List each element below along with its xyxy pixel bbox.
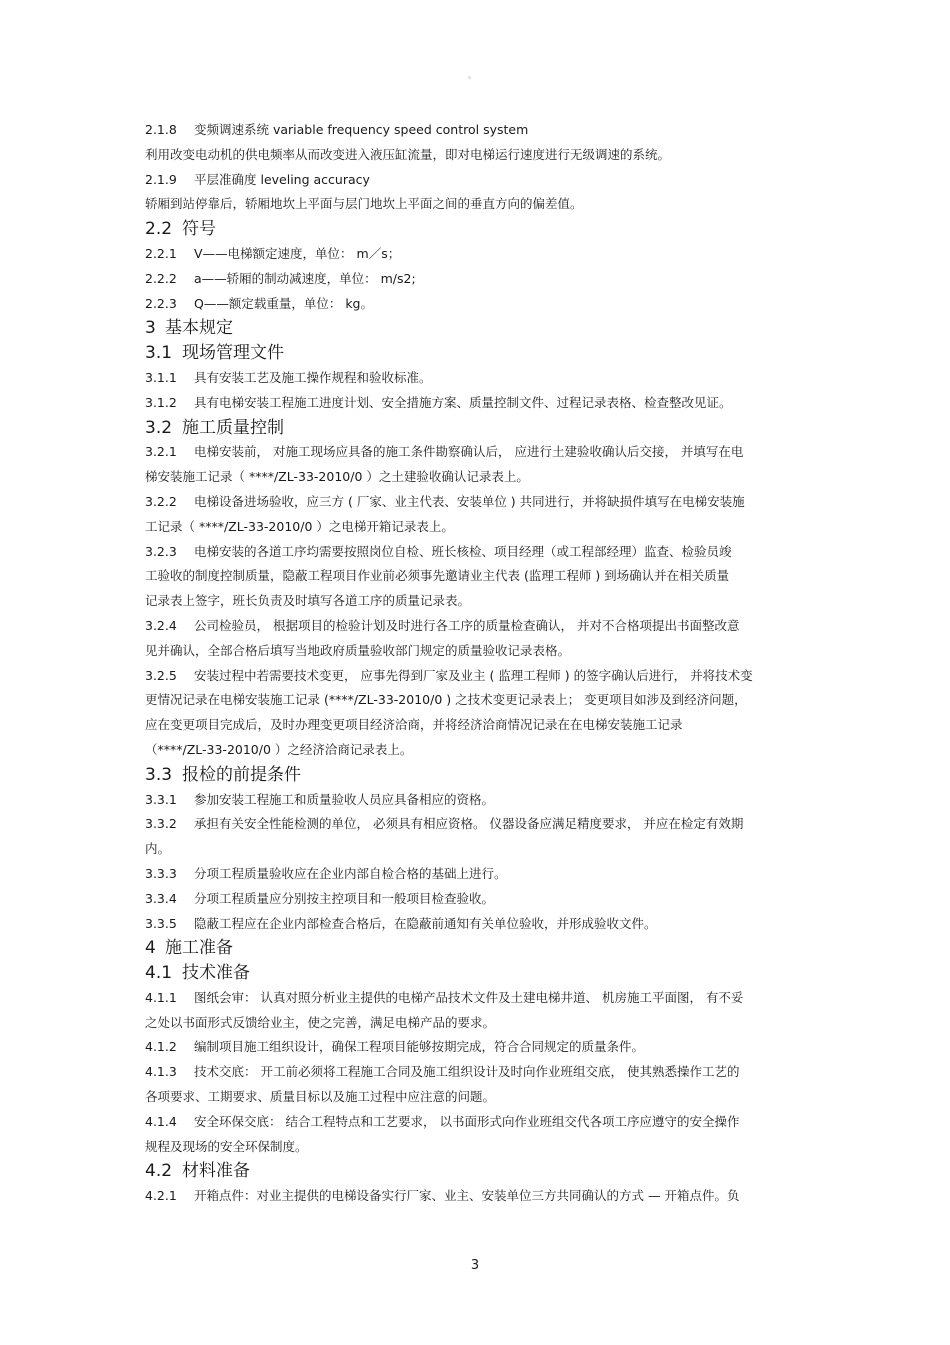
clause-text: 技术准备: [182, 963, 250, 984]
clause-number: 2.2.2: [145, 270, 177, 286]
clause-number: 3.3.4: [145, 890, 177, 906]
clause-item: [145, 267, 810, 292]
clause-number: 4.1.3: [145, 1064, 177, 1080]
clause-number: 2.1.8: [145, 122, 177, 137]
clause-number: 3.1.1: [145, 369, 177, 385]
clause-text: 图纸会审： 认真对照分析业主提供的电梯产品技术文件及土建电梯井道、 机房施工平面图， 有不妥: [194, 989, 744, 1005]
clause-item: [145, 862, 810, 887]
section-heading: [145, 316, 810, 341]
clause-number: 4.2: [145, 1161, 173, 1182]
clause-text: 现场管理文件: [182, 343, 284, 364]
body-text-line: （****/ZL-33-2010/0 ）之经济洽商记录表上。: [145, 741, 413, 757]
clause-item: [145, 1035, 810, 1060]
body-text-line: 规程及现场的安全环保制度。: [145, 1138, 308, 1154]
clause-number: 3.1: [145, 343, 173, 364]
clause-text: 具有安装工艺及施工操作规程和验收标准。: [194, 369, 432, 385]
clause-text: 报检的前提条件: [182, 764, 301, 785]
clause-number: 3.2.3: [145, 543, 177, 559]
clause-text: 开箱点件：对业主提供的电梯设备实行厂家、业主、安装单位三方共同确认的方式 — 开箱点件。负: [194, 1188, 740, 1204]
clause-text: 材料准备: [182, 1161, 250, 1182]
body-text-line: 更情况记录在电梯安装施工记录 (****/ZL-33-2010/0 ) 之技术变更记录表上； 变更项目如涉及到经济问题，: [145, 692, 747, 708]
clause-number: 2.2: [145, 219, 173, 240]
body-text-line: 见并确认，全部合格后填写当地政府质量验收部门规定的质量验收记录表格。: [145, 642, 571, 658]
clause-text: 电梯安装的各道工序均需要按照岗位自检、班长核检、项目经理（或工程部经理）监查、检验员竣: [194, 543, 732, 559]
clause-text: 分项工程质量应分别按主控项目和一般项目检查验收。: [194, 890, 495, 906]
clause-item: [145, 664, 810, 689]
subsection-heading: [145, 961, 810, 986]
subsection-heading: [145, 341, 810, 366]
clause-item: [145, 887, 810, 912]
top-mark: 。: [468, 71, 478, 81]
clause-item: [145, 391, 810, 416]
clause-text: V——电梯额定速度，单位： m／s；: [194, 245, 401, 261]
body-text-line: 应在变更项目完成后，及时办理变更项目经济洽商，并将经济洽商情况记录在在电梯安装施工记录: [145, 717, 683, 733]
clause-number: 3.2: [145, 417, 173, 438]
clause-text: a——轿厢的制动减速度，单位： m/s2;: [194, 270, 416, 286]
clause-text: 分项工程质量验收应在企业内部自检合格的基础上进行。: [194, 865, 507, 881]
page-content: [145, 118, 810, 1209]
clause-number: 4.1: [145, 963, 173, 984]
clause-text: 平层准确度 leveling accuracy: [194, 171, 370, 187]
subsection-heading: [145, 763, 810, 788]
clause-item: [145, 540, 810, 565]
clause-number: 4.2.1: [145, 1188, 177, 1204]
clause-item: [145, 490, 810, 515]
body-text-line: 内。: [145, 841, 171, 857]
clause-text: 施工质量控制: [182, 417, 284, 438]
clause-item: [145, 242, 810, 267]
clause-item: [145, 1060, 810, 1085]
clause-number: 3: [145, 318, 156, 339]
clause-item: [145, 366, 810, 391]
clause-text: 承担有关安全性能检测的单位， 必须具有相应资格。 仪器设备应满足精度要求， 并应在检定有效期: [194, 816, 744, 832]
body-text-line: 各项要求、工期要求、质量目标以及施工过程中应注意的问题。: [145, 1089, 496, 1105]
page-number: 3: [470, 1258, 480, 1273]
clause-number: 3.3.1: [145, 791, 177, 807]
clause-number: 3.3.2: [145, 816, 177, 832]
clause-text: 基本规定: [165, 318, 233, 339]
clause-text: 参加安装工程施工和质量验收人员应具备相应的资格。: [194, 791, 495, 807]
clause-item: [145, 986, 810, 1011]
clause-item: [145, 788, 810, 813]
clause-number: 2.1.9: [145, 171, 177, 187]
clause-number: 4.1.4: [145, 1113, 177, 1129]
clause-number: 3.1.2: [145, 394, 177, 410]
clause-item: [145, 1110, 810, 1135]
body-text-line: 工记录（ ****/ZL-33-2010/0 ）之电梯开箱记录表上。: [145, 518, 454, 534]
body-text-line: 之处以书面形式反馈给业主，使之完善，满足电梯产品的要求。: [145, 1014, 496, 1030]
clause-text: 技术交底： 开工前必须将工程施工合同及施工组织设计及时向作业班组交底， 使其熟悉操作工艺的: [194, 1064, 740, 1080]
clause-number: 2.2.1: [145, 245, 177, 261]
subsection-heading: [145, 217, 810, 242]
clause-item: [145, 1184, 810, 1209]
subsection-heading: [145, 1159, 810, 1184]
clause-text: 施工准备: [165, 938, 233, 959]
clause-text: 变频调速系统 variable frequency speed control system: [194, 122, 529, 137]
clause-text: 符号: [182, 219, 216, 240]
clause-number: 3.2.4: [145, 617, 177, 633]
clause-item: [145, 118, 810, 143]
body-text-line: 轿厢到站停靠后，轿厢地坎上平面与层门地坎上平面之间的垂直方向的偏差值。: [145, 196, 583, 212]
clause-text: 安装过程中若需要技术变更， 应事先得到厂家及业主 ( 监理工程师 ) 的签字确认后进行， 并将技术变: [194, 667, 753, 683]
clause-number: 2.2.3: [145, 295, 177, 311]
clause-number: 3.3: [145, 764, 173, 785]
clause-number: 3.2.2: [145, 493, 177, 509]
clause-text: 电梯安装前， 对施工现场应具备的施工条件勘察确认后， 应进行土建验收确认后交接， 并填写在电: [194, 444, 744, 460]
clause-number: 3.2.5: [145, 667, 177, 683]
clause-item: [145, 292, 810, 317]
clause-item: [145, 440, 810, 465]
clause-text: 具有电梯安装工程施工进度计划、安全措施方案、质量控制文件、过程记录表格、检查整改见证。: [194, 394, 732, 410]
body-text-line: 梯安装施工记录（ ****/ZL-33-2010/0 ）之土建验收确认记录表上。: [145, 469, 529, 485]
clause-item: [145, 912, 810, 937]
body-text-line: 记录表上签字，班长负责及时填写各道工序的质量记录表。: [145, 593, 471, 609]
clause-number: 4.1.2: [145, 1039, 177, 1055]
clause-text: 安全环保交底： 结合工程特点和工艺要求， 以书面形式向作业班组交代各项工序应遵守的安全操作: [194, 1113, 740, 1129]
clause-number: 3.3.3: [145, 865, 177, 881]
clause-text: 编制项目施工组织设计，确保工程项目能够按期完成，符合合同规定的质量条件。: [194, 1039, 645, 1055]
clause-item: [145, 614, 810, 639]
clause-number: 3.3.5: [145, 915, 177, 931]
subsection-heading: [145, 416, 810, 441]
clause-number: 3.2.1: [145, 444, 177, 460]
clause-text: Q——额定载重量，单位： kg。: [194, 295, 373, 311]
clause-text: 公司检验员， 根据项目的检验计划及时进行各工序的质量检查确认， 并对不合格项提出书面整改意: [194, 617, 740, 633]
clause-text: 隐蔽工程应在企业内部检查合格后，在隐蔽前通知有关单位验收，并形成验收文件。: [194, 915, 657, 931]
clause-item: [145, 812, 810, 837]
section-heading: [145, 936, 810, 961]
clause-text: 电梯设备进场验收，应三方 ( 厂家、业主代表、安装单位 ) 共同进行，并将缺损件填写在电梯安装施: [194, 493, 745, 509]
body-text-line: 工验收的制度控制质量，隐蔽工程项目作业前必须事先邀请业主代表 (监理工程师 ) 到场确认并在相关质量: [145, 568, 730, 584]
clause-number: 4.1.1: [145, 989, 177, 1005]
body-text-line: 利用改变电动机的供电频率从而改变进入液压缸流量，即对电梯运行速度进行无级调速的系统。: [145, 146, 671, 162]
clause-item: [145, 168, 810, 193]
clause-number: 4: [145, 938, 156, 959]
